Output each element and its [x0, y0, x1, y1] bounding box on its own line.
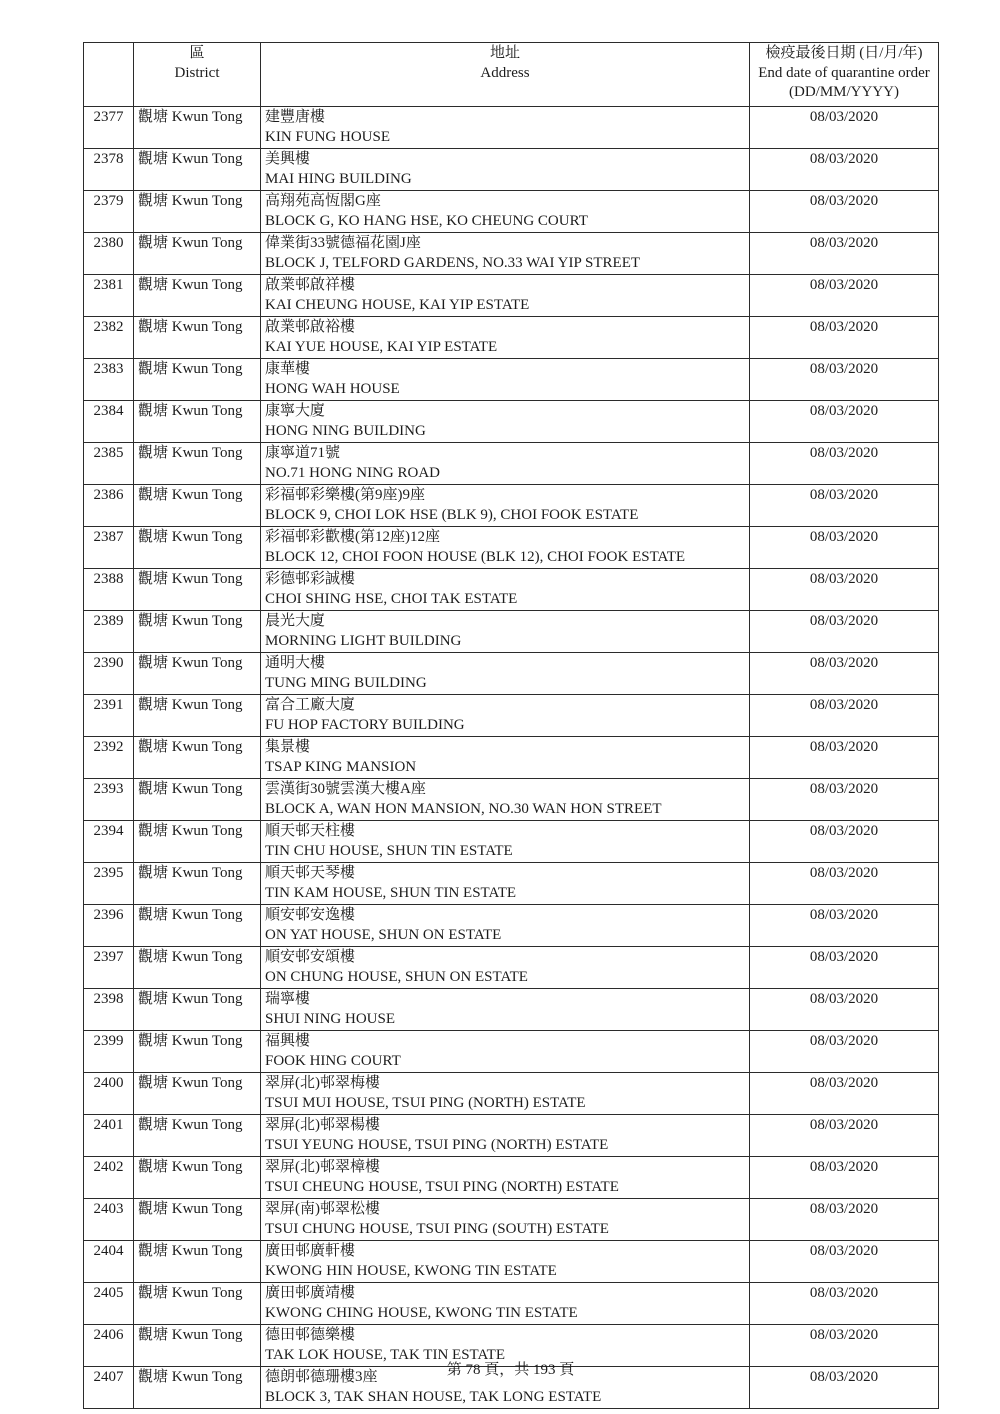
table-row — [84, 1283, 939, 1325]
address-english: MORNING LIGHT BUILDING — [265, 632, 462, 649]
address-chinese: 偉業街33號德福花園J座 — [265, 235, 421, 251]
row-date: 08/03/2020 — [750, 1325, 939, 1367]
address-english: FOOK HING COURT — [265, 1052, 401, 1069]
row-number: 2378 — [84, 149, 134, 191]
address-chinese: 瑞寧樓 — [265, 991, 311, 1007]
table-row — [84, 863, 939, 905]
address-english: TUNG MING BUILDING — [265, 674, 427, 691]
row-address — [261, 737, 750, 779]
row-district: 觀塘 Kwun Tong — [134, 863, 261, 905]
row-number: 2385 — [84, 443, 134, 485]
table-row — [84, 191, 939, 233]
row-address — [261, 485, 750, 527]
table-row — [84, 107, 939, 149]
row-address — [261, 359, 750, 401]
row-number: 2384 — [84, 401, 134, 443]
address-chinese: 通明大樓 — [265, 655, 326, 671]
row-district: 觀塘 Kwun Tong — [134, 737, 261, 779]
row-address — [261, 905, 750, 947]
table-row — [84, 779, 939, 821]
address-english: TIN CHU HOUSE, SHUN TIN ESTATE — [265, 842, 513, 859]
row-number: 2380 — [84, 233, 134, 275]
row-date: 08/03/2020 — [750, 1241, 939, 1283]
header-district-zh: 區 — [189, 45, 205, 61]
row-number: 2406 — [84, 1325, 134, 1367]
page-number: 第 78 頁，共 193 頁 — [446, 1362, 575, 1378]
row-address — [261, 1031, 750, 1073]
address-english: SHUI NING HOUSE — [265, 1010, 395, 1027]
address-chinese: 翠屏(北)邨翠樟樓 — [265, 1159, 380, 1175]
row-date: 08/03/2020 — [750, 359, 939, 401]
table-row — [84, 1115, 939, 1157]
address-english: FU HOP FACTORY BUILDING — [265, 716, 465, 733]
row-date: 08/03/2020 — [750, 947, 939, 989]
row-address — [261, 443, 750, 485]
table-row — [84, 653, 939, 695]
table-row — [84, 989, 939, 1031]
row-address — [261, 149, 750, 191]
row-district: 觀塘 Kwun Tong — [134, 401, 261, 443]
address-chinese: 啟業邨啟祥樓 — [265, 277, 356, 293]
table-row — [84, 821, 939, 863]
address-english: MAI HING BUILDING — [265, 170, 412, 187]
row-number: 2407 — [84, 1367, 134, 1409]
table-row — [84, 611, 939, 653]
row-number: 2379 — [84, 191, 134, 233]
header-district — [134, 43, 261, 107]
row-number: 2401 — [84, 1115, 134, 1157]
header-date — [750, 43, 939, 107]
table-row — [84, 737, 939, 779]
row-address — [261, 863, 750, 905]
row-date: 08/03/2020 — [750, 737, 939, 779]
row-address — [261, 989, 750, 1031]
row-district: 觀塘 Kwun Tong — [134, 1031, 261, 1073]
row-address — [261, 569, 750, 611]
row-date: 08/03/2020 — [750, 275, 939, 317]
row-date: 08/03/2020 — [750, 527, 939, 569]
address-english: NO.71 HONG NING ROAD — [265, 464, 440, 481]
row-number: 2396 — [84, 905, 134, 947]
row-date: 08/03/2020 — [750, 485, 939, 527]
row-date: 08/03/2020 — [750, 611, 939, 653]
row-address — [261, 1115, 750, 1157]
address-chinese: 康華樓 — [265, 361, 311, 377]
row-district: 觀塘 Kwun Tong — [134, 653, 261, 695]
row-date: 08/03/2020 — [750, 821, 939, 863]
address-chinese: 建豐唐樓 — [265, 109, 326, 125]
row-number: 2404 — [84, 1241, 134, 1283]
address-english: ON CHUNG HOUSE, SHUN ON ESTATE — [265, 968, 528, 985]
address-english: BLOCK 12, CHOI FOON HOUSE (BLK 12), CHOI FOOK ESTATE — [265, 548, 686, 565]
address-chinese: 翠屏(北)邨翠梅樓 — [265, 1075, 380, 1091]
row-date: 08/03/2020 — [750, 1031, 939, 1073]
row-number: 2390 — [84, 653, 134, 695]
address-chinese: 彩德邨彩誠樓 — [265, 571, 356, 587]
header-index — [84, 43, 134, 107]
row-date: 08/03/2020 — [750, 1367, 939, 1409]
row-district: 觀塘 Kwun Tong — [134, 821, 261, 863]
row-date: 08/03/2020 — [750, 779, 939, 821]
table-row — [84, 275, 939, 317]
address-english: BLOCK A, WAN HON MANSION, NO.30 WAN HON STREET — [265, 800, 662, 817]
row-date: 08/03/2020 — [750, 443, 939, 485]
address-english: HONG WAH HOUSE — [265, 380, 400, 397]
table-row — [84, 359, 939, 401]
address-chinese: 廣田邨廣靖樓 — [265, 1285, 356, 1301]
row-number: 2398 — [84, 989, 134, 1031]
address-chinese: 晨光大廈 — [265, 613, 326, 629]
row-number: 2388 — [84, 569, 134, 611]
address-english: BLOCK G, KO HANG HSE, KO CHEUNG COURT — [265, 212, 588, 229]
row-number: 2395 — [84, 863, 134, 905]
address-chinese: 彩福邨彩歡樓(第12座)12座 — [265, 529, 440, 545]
address-chinese: 康寧道71號 — [265, 445, 341, 461]
address-english: BLOCK 3, TAK SHAN HOUSE, TAK LONG ESTATE — [265, 1388, 602, 1405]
header-district-en: District — [174, 64, 220, 81]
row-district: 觀塘 Kwun Tong — [134, 443, 261, 485]
address-english: TSUI MUI HOUSE, TSUI PING (NORTH) ESTATE — [265, 1094, 586, 1111]
row-number: 2383 — [84, 359, 134, 401]
row-address — [261, 1241, 750, 1283]
row-date: 08/03/2020 — [750, 401, 939, 443]
row-number: 2402 — [84, 1157, 134, 1199]
row-district: 觀塘 Kwun Tong — [134, 1325, 261, 1367]
address-chinese: 順安邨安頌樓 — [265, 949, 356, 965]
row-date: 08/03/2020 — [750, 191, 939, 233]
address-chinese: 富合工廠大廈 — [265, 697, 356, 713]
row-number: 2399 — [84, 1031, 134, 1073]
address-english: KWONG HIN HOUSE, KWONG TIN ESTATE — [265, 1262, 557, 1279]
row-district: 觀塘 Kwun Tong — [134, 149, 261, 191]
row-district: 觀塘 Kwun Tong — [134, 695, 261, 737]
row-district: 觀塘 Kwun Tong — [134, 527, 261, 569]
row-district: 觀塘 Kwun Tong — [134, 191, 261, 233]
address-chinese: 廣田邨廣軒樓 — [265, 1243, 356, 1259]
address-chinese: 高翔苑高恆閣G座 — [265, 193, 381, 209]
row-number: 2394 — [84, 821, 134, 863]
row-date: 08/03/2020 — [750, 653, 939, 695]
address-english: ON YAT HOUSE, SHUN ON ESTATE — [265, 926, 502, 943]
address-chinese: 德朗邨德珊樓3座 — [265, 1369, 378, 1385]
row-district: 觀塘 Kwun Tong — [134, 947, 261, 989]
address-english: BLOCK 9, CHOI LOK HSE (BLK 9), CHOI FOOK ESTATE — [265, 506, 639, 523]
address-english: TSUI CHEUNG HOUSE, TSUI PING (NORTH) ESTATE — [265, 1178, 619, 1195]
row-number: 2400 — [84, 1073, 134, 1115]
row-number: 2391 — [84, 695, 134, 737]
row-date: 08/03/2020 — [750, 233, 939, 275]
address-english: TSUI YEUNG HOUSE, TSUI PING (NORTH) ESTATE — [265, 1136, 609, 1153]
row-address — [261, 275, 750, 317]
table-row — [84, 1241, 939, 1283]
row-number: 2389 — [84, 611, 134, 653]
row-number: 2397 — [84, 947, 134, 989]
address-chinese: 翠屏(北)邨翠楊樓 — [265, 1117, 380, 1133]
row-date: 08/03/2020 — [750, 107, 939, 149]
table-row — [84, 527, 939, 569]
row-number: 2405 — [84, 1283, 134, 1325]
row-district: 觀塘 Kwun Tong — [134, 1115, 261, 1157]
row-district: 觀塘 Kwun Tong — [134, 1073, 261, 1115]
row-number: 2382 — [84, 317, 134, 359]
row-district: 觀塘 Kwun Tong — [134, 485, 261, 527]
address-chinese: 德田邨德樂樓 — [265, 1327, 356, 1343]
header-row — [84, 43, 939, 107]
header-date-en: End date of quarantine order — [758, 64, 930, 81]
row-address — [261, 1073, 750, 1115]
row-date: 08/03/2020 — [750, 1115, 939, 1157]
header-date-format: (DD/MM/YYYY) — [789, 84, 899, 100]
row-district: 觀塘 Kwun Tong — [134, 779, 261, 821]
row-district: 觀塘 Kwun Tong — [134, 905, 261, 947]
row-date: 08/03/2020 — [750, 989, 939, 1031]
row-address — [261, 821, 750, 863]
row-district: 觀塘 Kwun Tong — [134, 989, 261, 1031]
table-row — [84, 443, 939, 485]
address-chinese: 彩福邨彩樂樓(第9座)9座 — [265, 487, 425, 503]
address-english: KAI YUE HOUSE, KAI YIP ESTATE — [265, 338, 498, 355]
row-address — [261, 947, 750, 989]
row-address — [261, 317, 750, 359]
row-district: 觀塘 Kwun Tong — [134, 611, 261, 653]
row-date: 08/03/2020 — [750, 1073, 939, 1115]
table-row — [84, 485, 939, 527]
table-row — [84, 149, 939, 191]
row-date: 08/03/2020 — [750, 569, 939, 611]
table-row — [84, 1157, 939, 1199]
address-english: CHOI SHING HSE, CHOI TAK ESTATE — [265, 590, 518, 607]
row-district: 觀塘 Kwun Tong — [134, 1199, 261, 1241]
row-date: 08/03/2020 — [750, 1199, 939, 1241]
row-date: 08/03/2020 — [750, 317, 939, 359]
address-chinese: 啟業邨啟裕樓 — [265, 319, 356, 335]
row-district: 觀塘 Kwun Tong — [134, 1283, 261, 1325]
row-district: 觀塘 Kwun Tong — [134, 359, 261, 401]
address-english: TSAP KING MANSION — [265, 758, 417, 775]
address-chinese: 順天邨天柱樓 — [265, 823, 356, 839]
row-date: 08/03/2020 — [750, 905, 939, 947]
address-english: KAI CHEUNG HOUSE, KAI YIP ESTATE — [265, 296, 530, 313]
address-english: TIN KAM HOUSE, SHUN TIN ESTATE — [265, 884, 517, 901]
table-row — [84, 947, 939, 989]
row-district: 觀塘 Kwun Tong — [134, 1241, 261, 1283]
row-address — [261, 233, 750, 275]
table-row — [84, 317, 939, 359]
address-chinese: 福興樓 — [265, 1033, 311, 1049]
table-row — [84, 905, 939, 947]
row-date: 08/03/2020 — [750, 695, 939, 737]
quarantine-table — [83, 42, 939, 1409]
address-chinese: 康寧大廈 — [265, 403, 326, 419]
table-header — [84, 43, 939, 107]
address-english: KWONG CHING HOUSE, KWONG TIN ESTATE — [265, 1304, 578, 1321]
address-chinese: 美興樓 — [265, 151, 311, 167]
row-date: 08/03/2020 — [750, 863, 939, 905]
address-chinese: 集景樓 — [265, 739, 311, 755]
address-chinese: 雲漢街30號雲漢大樓A座 — [265, 781, 426, 797]
address-english: HONG NING BUILDING — [265, 422, 426, 439]
table-row — [84, 1199, 939, 1241]
row-address — [261, 527, 750, 569]
row-address — [261, 107, 750, 149]
row-district: 觀塘 Kwun Tong — [134, 569, 261, 611]
table-row — [84, 401, 939, 443]
address-english: KIN FUNG HOUSE — [265, 128, 391, 145]
row-number: 2386 — [84, 485, 134, 527]
address-chinese: 順天邨天琴樓 — [265, 865, 356, 881]
address-chinese: 順安邨安逸樓 — [265, 907, 356, 923]
address-english: TSUI CHUNG HOUSE, TSUI PING (SOUTH) ESTATE — [265, 1220, 609, 1237]
table-body — [84, 107, 939, 1409]
row-address — [261, 611, 750, 653]
row-district: 觀塘 Kwun Tong — [134, 1367, 261, 1409]
address-english: BLOCK J, TELFORD GARDENS, NO.33 WAI YIP STREET — [265, 254, 641, 271]
row-number: 2387 — [84, 527, 134, 569]
row-number: 2403 — [84, 1199, 134, 1241]
row-address — [261, 1199, 750, 1241]
row-district: 觀塘 Kwun Tong — [134, 233, 261, 275]
row-number: 2393 — [84, 779, 134, 821]
row-address — [261, 779, 750, 821]
address-english: TAK LOK HOUSE, TAK TIN ESTATE — [265, 1346, 505, 1363]
row-district: 觀塘 Kwun Tong — [134, 275, 261, 317]
address-chinese: 翠屏(南)邨翠松樓 — [265, 1201, 380, 1217]
row-date: 08/03/2020 — [750, 1157, 939, 1199]
row-district: 觀塘 Kwun Tong — [134, 317, 261, 359]
table-row — [84, 569, 939, 611]
row-address — [261, 695, 750, 737]
header-address — [261, 43, 750, 107]
header-date-zh: 檢疫最後日期 (日/月/年) — [765, 45, 923, 61]
table-row — [84, 1073, 939, 1115]
table-row — [84, 695, 939, 737]
table-row — [84, 233, 939, 275]
row-address — [261, 1157, 750, 1199]
row-number: 2377 — [84, 107, 134, 149]
header-address-en: Address — [480, 64, 530, 81]
row-number: 2392 — [84, 737, 134, 779]
row-address — [261, 653, 750, 695]
row-number: 2381 — [84, 275, 134, 317]
table-row — [84, 1031, 939, 1073]
row-address — [261, 401, 750, 443]
row-date: 08/03/2020 — [750, 149, 939, 191]
row-district: 觀塘 Kwun Tong — [134, 1157, 261, 1199]
row-address — [261, 191, 750, 233]
row-district: 觀塘 Kwun Tong — [134, 107, 261, 149]
row-address — [261, 1283, 750, 1325]
header-address-zh: 地址 — [489, 45, 520, 61]
row-date: 08/03/2020 — [750, 1283, 939, 1325]
